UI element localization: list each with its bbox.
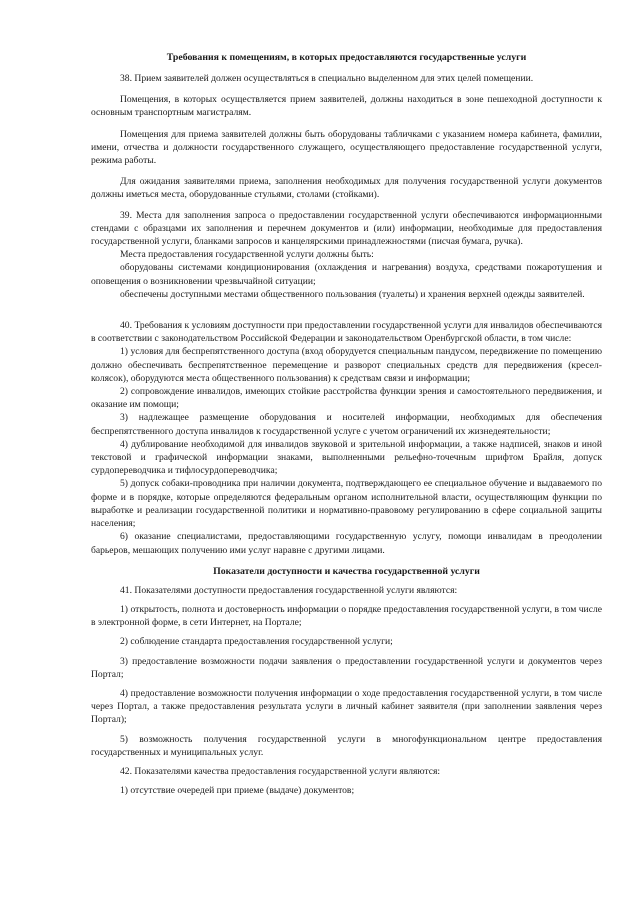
- list-item-40-1: 1) условия для беспрепятственного доступа (вход оборудуется специальным пандусом, передвижение по помещению должно обеспечивать беспрепятственное перемещение и разворот специальных средств для передвижения (кресел-колясок), оборудуются места общественного пользования) к средствам связи и информации;: [91, 346, 602, 384]
- list-item-41-1: 1) открытость, полнота и достоверность информации о порядке предоставления государственной услуги, в том числе в электронной форме, в сети Интернет, на Портале;: [91, 603, 602, 629]
- list-item-40-6: 6) оказание специалистами, предоставляющими государственную услугу, помощи инвалидам в преодолении барьеров, мешающих получению ими услуг наравне с другими лицами.: [91, 531, 602, 556]
- paragraph-premises-location: Помещения, в которых осуществляется прием заявителей, должны находиться в зоне пешеходной доступности к основным транспортным магистралям.: [91, 94, 602, 119]
- list-item-41-2: 2) соблюдение стандарта предоставления государственной услуги;: [120, 636, 393, 648]
- paragraph-39: 39. Места для заполнения запроса о предоставлении государственной услуги обеспечиваются информационными стендами с образцами их заполнения и перечнем документов и (или) информации, необходимые для предоставления государственной услуги, бланками запросов и канцелярскими принадлежностями (писчая бумага, ручка).: [91, 209, 602, 248]
- list-item-41-3: 3) предоставление возможности подачи заявления о предоставлении государственной услуги и документов через Портал;: [91, 655, 602, 680]
- paragraph-places-requirements-intro: Места предоставления государственной услуги должны быть:: [120, 249, 374, 261]
- list-item-42-1: 1) отсутствие очередей при приеме (выдаче) документов;: [120, 785, 355, 797]
- paragraph-places-equipped: оборудованы системами кондиционирования (охлаждения и нагревания) воздуха, средствами пожаротушения и оповещения о возникновении чрезвычайной ситуации;: [91, 262, 602, 287]
- paragraph-38: 38. Прием заявителей должен осуществляться в специально выделенном для этих целей помещении.: [120, 73, 534, 84]
- list-item-40-3: 3) надлежащее размещение оборудования и носителей информации, необходимых для обеспечения беспрепятственного доступа инвалидов к государственной услуге с учетом ограничений их жизнедеятельности;: [91, 412, 602, 437]
- paragraph-41: 41. Показателями доступности предоставления государственной услуги являются:: [120, 584, 458, 596]
- list-item-41-4: 4) предоставление возможности получения информации о ходе предоставления государственной услуги, в том числе через Портал, а также предоставления результата услуги в личный кабинет заявителя (при заполнении заявления через Портал);: [91, 687, 602, 726]
- paragraph-42: 42. Показателями качества предоставления государственной услуги являются:: [120, 765, 441, 777]
- list-item-40-4: 4) дублирование необходимой для инвалидов звуковой и зрительной информации, а также надписей, знаков и иной текстовой и графической информации знаками, выполненными рельефно-точечным шрифтом Брайля, допуск сурдопереводчика и тифлосурдопереводчика;: [91, 438, 602, 477]
- list-item-41-5: 5) возможность получения государственной услуги в многофункциональном центре предоставления государственных и муниципальных услуг.: [91, 733, 602, 758]
- paragraph-places-toilets: обеспечены доступными местами общественного пользования (туалеты) и хранения верхней одежды заявителей.: [120, 288, 585, 300]
- paragraph-premises-signage: Помещения для приема заявителей должны быть оборудованы табличками с указанием номера кабинета, фамилии, имени, отчества и должности государственного служащего, осуществляющего предоставление государственной услуги, режима работы.: [91, 128, 602, 167]
- section-heading-premises-requirements: Требования к помещениям, в которых предоставляются государственные услуги: [166, 52, 527, 63]
- section-heading-accessibility-quality: Показатели доступности и качества государственной услуги: [213, 565, 480, 577]
- paragraph-waiting-area: Для ожидания заявителями приема, заполнения необходимых для получения государственной услуги документов должны иметься места, оборудованные стульями, столами (стойками).: [91, 176, 602, 201]
- document-page: [91, 51, 602, 797]
- list-item-40-5: 5) допуск собаки-проводника при наличии документа, подтверждающего ее специальное обучение и выдаваемого по форме и в порядке, которые определяются федеральным органом исполнительной власти, осуществляющим функции по выработке и реализации государственной политики и нормативно-правовому регулированию в сфере социальной защиты населения;: [91, 478, 602, 530]
- paragraph-40: 40. Требования к условиям доступности при предоставлении государственной услуги для инвалидов обеспечиваются в соответствии с законодательством Российской Федерации и законодательством Оренбургской области, в том числе:: [91, 320, 602, 345]
- list-item-40-2: 2) сопровождение инвалидов, имеющих стойкие расстройства функции зрения и самостоятельного передвижения, и оказание им помощи;: [91, 386, 602, 411]
